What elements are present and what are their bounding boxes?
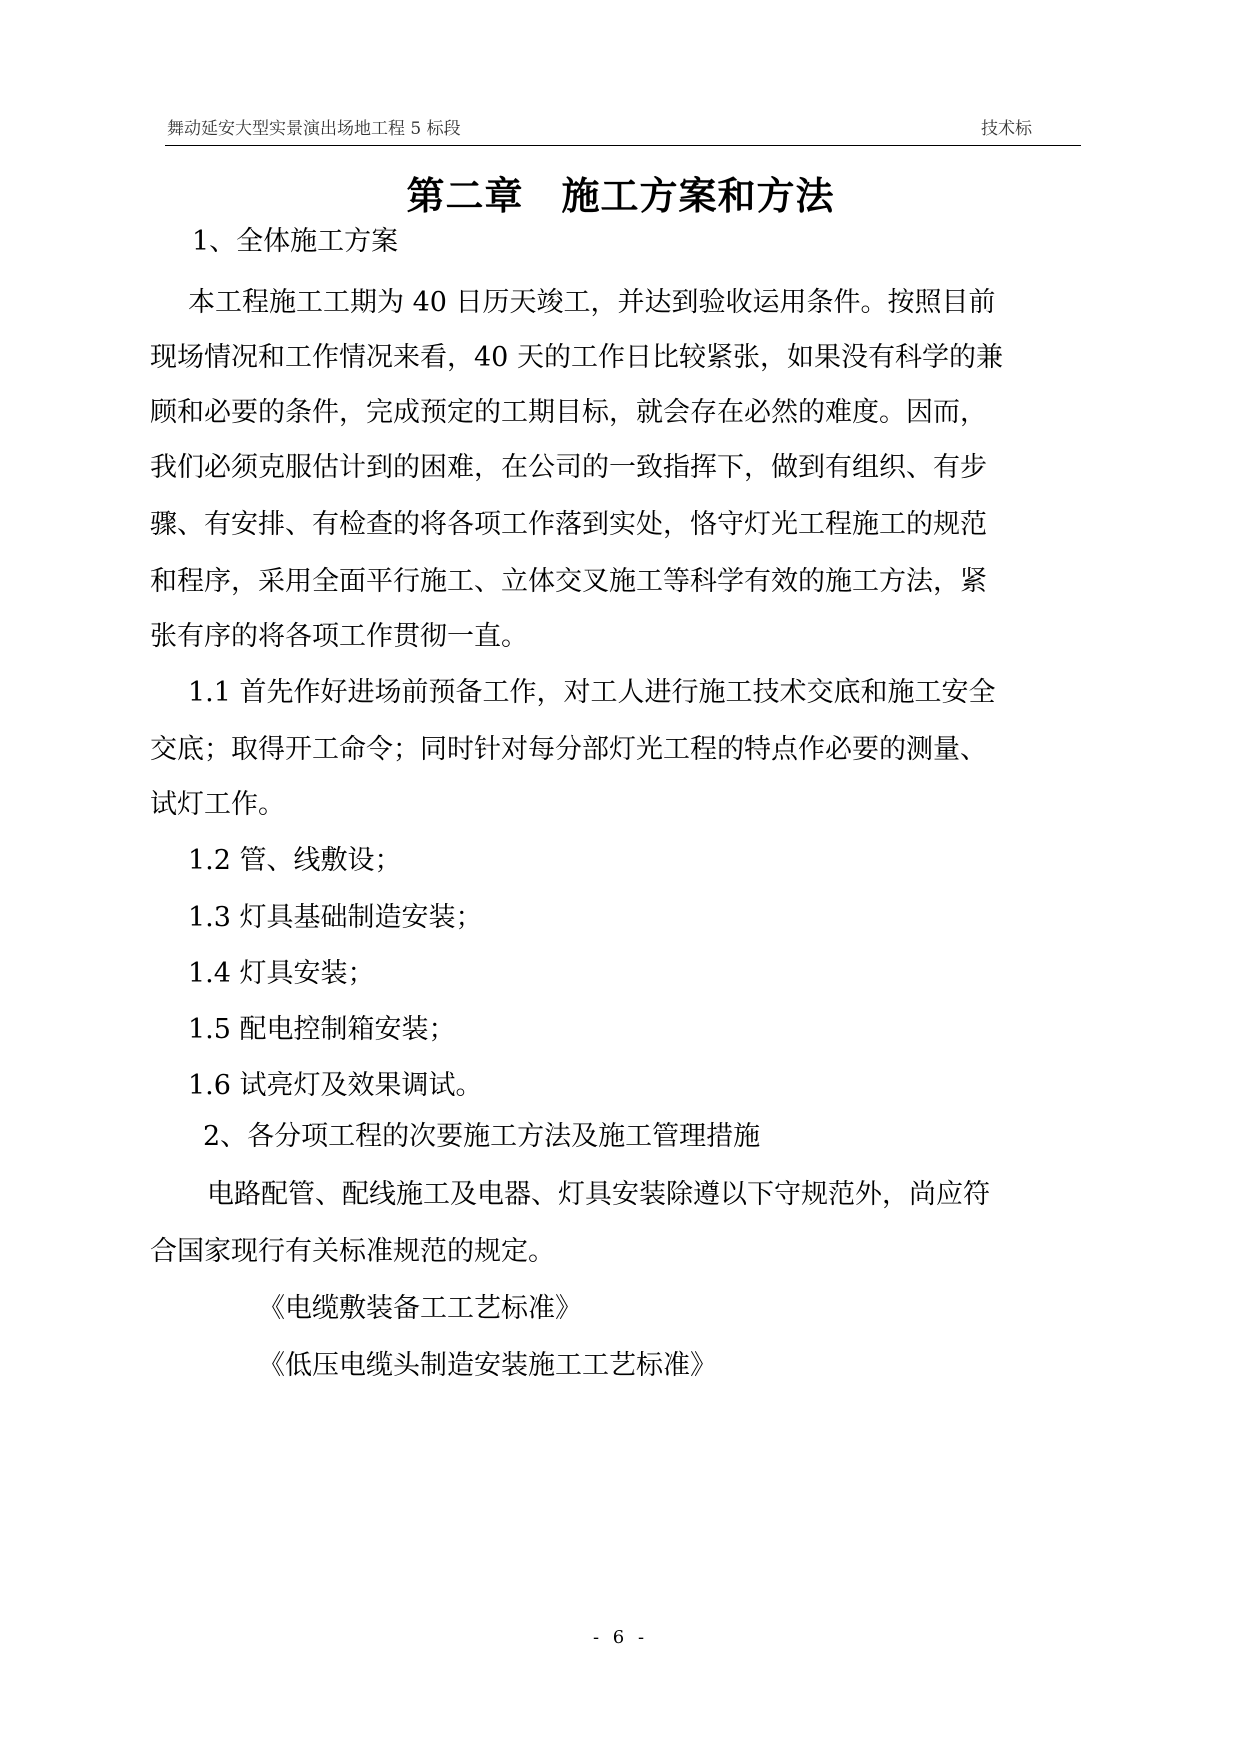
section-1-paragraph-line: 张有序的将各项工作贯彻一直。 (150, 621, 528, 652)
chapter-title (0, 168, 1241, 224)
list-item: 1.6 试亮灯及效果调试。 (188, 1070, 483, 1101)
standard-item: 《低压电缆头制造安装施工工艺标准》 (258, 1350, 717, 1381)
list-item: 1.2 管、线敷设； (188, 845, 402, 876)
chapter-name: 施工方案和方法 (561, 173, 835, 218)
section-2-paragraph-line: 电路配管、配线施工及电器、灯具安装除遵以下守规范外，尚应符 (207, 1179, 990, 1210)
section-2-paragraph-line: 合国家现行有关标准规范的规定。 (150, 1236, 555, 1267)
section-2-heading: 2、各分项工程的次要施工方法及施工管理措施 (203, 1121, 761, 1152)
header-project-name: 舞动延安大型实景演出场地工程 5 标段 (167, 119, 461, 139)
list-item: 1.3 灯具基础制造安装； (188, 902, 483, 933)
page-number: - 6 - (592, 1627, 649, 1648)
chapter-number: 第二章 (406, 173, 524, 218)
header-doc-type: 技术标 (981, 119, 1032, 139)
item-1-1-line: 交底；取得开工命令；同时针对每分部灯光工程的特点作必要的测量、 (150, 734, 987, 765)
section-1-paragraph-line: 和程序，采用全面平行施工、立体交叉施工等科学有效的施工方法，紧 (150, 566, 987, 597)
header-divider (165, 145, 1081, 146)
page-header (167, 114, 1080, 144)
section-1-paragraph-line: 我们必须克服估计到的困难，在公司的一致指挥下，做到有组织、有步 (150, 452, 987, 483)
list-item: 1.4 灯具安装； (188, 958, 375, 989)
list-item: 1.5 配电控制箱安装； (188, 1014, 456, 1045)
item-1-1-line: 1.1 首先作好进场前预备工作，对工人进行施工技术交底和施工安全 (188, 677, 996, 708)
standard-item: 《电缆敷装备工工艺标准》 (258, 1293, 582, 1324)
section-1-paragraph-line: 顾和必要的条件，完成预定的工期目标，就会存在必然的难度。因而， (150, 397, 987, 428)
section-1-paragraph-line: 骤、有安排、有检查的将各项工作落到实处，恪守灯光工程施工的规范 (150, 509, 987, 540)
section-1-paragraph-line: 本工程施工工期为 40 日历天竣工，并达到验收运用条件。按照目前 (188, 287, 996, 318)
section-1-paragraph-line: 现场情况和工作情况来看，40 天的工作日比较紧张，如果没有科学的兼 (150, 342, 1003, 373)
item-1-1-line: 试灯工作。 (150, 789, 285, 820)
section-1-heading: 1、全体施工方案 (192, 226, 399, 257)
